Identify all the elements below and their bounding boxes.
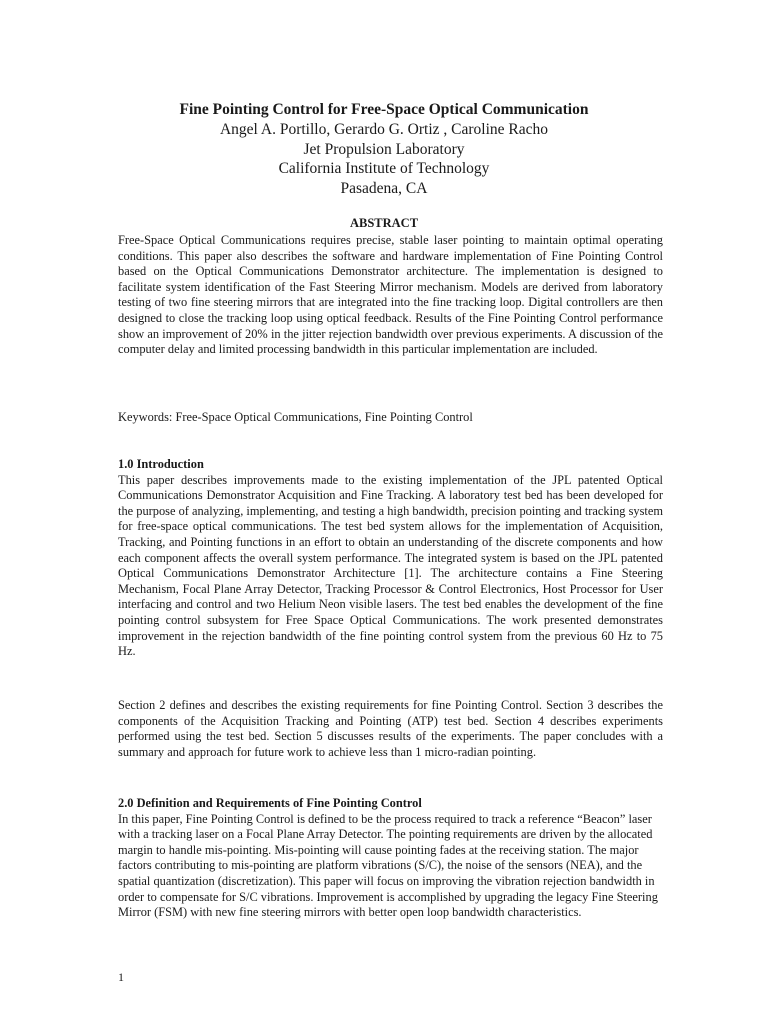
intro-paragraph-2-block <box>118 698 663 760</box>
keywords: Keywords: Free-Space Optical Communications, Fine Pointing Control <box>118 410 473 424</box>
definition-heading: 2.0 Definition and Requirements of Fine Pointing Control <box>118 796 422 810</box>
keywords-block <box>118 410 663 426</box>
page-number: 1 <box>118 970 124 984</box>
abstract-body <box>118 233 663 358</box>
intro-paragraph-2: Section 2 defines and describes the existing requirements for fine Pointing Control. Section 3 describes the components of the Acquisition Tracking and Pointing (ATP) test bed. Section 4 describes experiments performed using the test bed. Section 5 discusses results of the experiments. The paper concludes with a summary and approach for future work to achieve less than 1 micro-radian pointing. <box>118 698 663 759</box>
abstract-text: Free-Space Optical Communications requires precise, stable laser pointing to maintain optimal operating conditions. This paper also describes the software and hardware implementation of Fine Pointing Control based on the Optical Communications Demonstrator architecture. The implementation is designed to facilitate system identification of the Fast Steering Mirror mechanism. Models are derived from laboratory testing of two fine steering mirrors that are integrated into the fine tracking loop. Digital controllers are then designed to close the tracking loop using optical feedback. Results of the Fine Pointing Control performance show an improvement of 20% in the jitter rejection bandwidth over previous experiments. A discussion of the computer delay and limited processing bandwidth in this particular implementation are included. <box>118 233 663 357</box>
paper-header <box>0 100 768 198</box>
authors: Angel A. Portillo, Gerardo G. Ortiz , Caroline Racho <box>219 121 548 138</box>
affiliation-institute: California Institute of Technology <box>278 160 490 177</box>
intro-paragraph-1: This paper describes improvements made to the existing implementation of the JPL patented Optical Communications Demonstrator Acquisition and Fine Tracking. A laboratory test bed has been developed for the purpose of analyzing, implementing, and testing a high bandwidth, precision pointing and tracking system for free-space optical communications. The test bed system allows for the implementation of Acquisition, Tracking, and Pointing functions in an effort to obtain an understanding of the discrete components and how each component affects the overall system performance. The integrated system is based on the JPL patented Optical Communications Demonstrator Architecture [1]. The architecture contains a Fine Steering Mechanism, Focal Plane Array Detector, Tracking Processor & Control Electronics, Host Processor for User interfacing and control and two Helium Neon visible lasers. The test bed enables the development of the fine pointing control subsystem for Free Space Optical Communications. The work presented demonstrates improvement in the rejection bandwidth of the fine pointing control system from the previous 60 Hz to 75 Hz. <box>118 472 663 659</box>
definition-paragraph-1: In this paper, Fine Pointing Control is defined to be the process required to track a reference “Beacon” laser with a tracking laser on a Focal Plane Array Detector. The pointing requirements are driven by the allocated margin to handle mis-pointing. Mis-pointing will cause pointing fades at the receiving station. The major factors contributing to mis-pointing are platform vibrations (S/C), the noise of the sensors (NEA), and the spatial quantization (discretization). This paper will focus on improving the vibration rejection bandwidth in order to compensate for S/C vibrations. Improvement is accomplished by upgrading the legacy Fine Steering Mirror (FSM) with new fine steering mirrors with better open loop bandwidth characteristics. <box>118 811 658 920</box>
intro-heading: 1.0 Introduction <box>118 457 204 471</box>
affiliation-lab: Jet Propulsion Laboratory <box>303 140 465 158</box>
definition-section <box>118 796 663 921</box>
location: Pasadena, CA <box>340 179 428 197</box>
paper-title: Fine Pointing Control for Free-Space Optical Communication <box>179 101 589 118</box>
abstract-heading: ABSTRACT <box>349 216 419 230</box>
intro-section <box>118 457 663 660</box>
